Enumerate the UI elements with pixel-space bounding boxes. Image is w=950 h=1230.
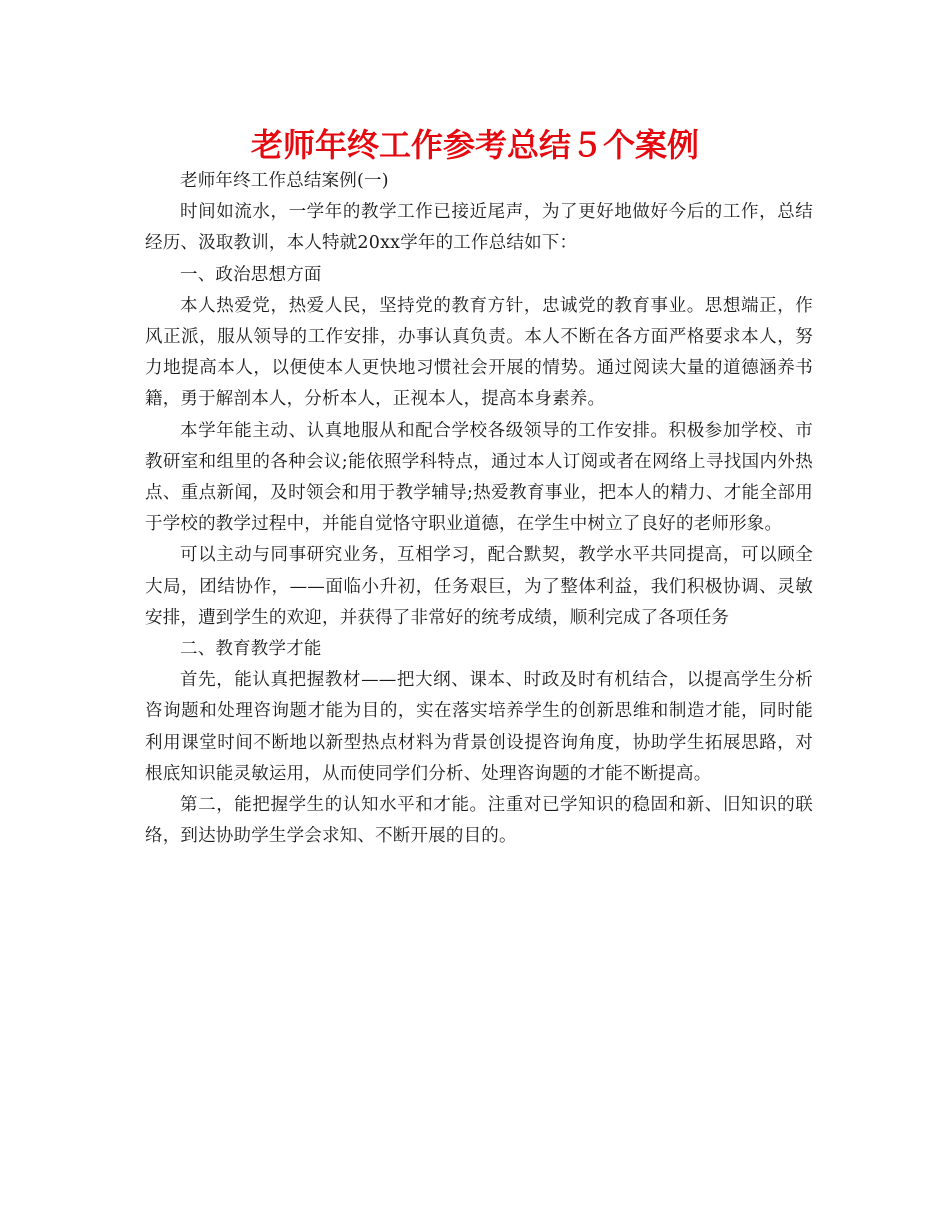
paragraph: 第二，能把握学生的认知水平和才能。注重对已学知识的稳固和新、旧知识的联络，到达协助学生学会求知、不断开展的目的。 xyxy=(145,795,813,847)
paragraph: 可以主动与同事研究业务，互相学习，配合默契，教学水平共同提高，可以顾全大局，团结协作，——面临小升初，任务艰巨，为了整体利益，我们积极协调、灵敏安排，遭到学生的欢迎，并获得了非常好的统考成绩，顺利完成了各项任务 xyxy=(145,545,813,628)
paragraph-intro: 时间如流水，一学年的教学工作已接近尾声，为了更好地做好今后的工作，总结经历、汲取教训，本人特就20xx学年的工作总结如下： xyxy=(145,202,813,254)
paragraph: 本人热爱党，热爱人民，坚持党的教育方针，忠诚党的教育事业。思想端正，作风正派，服从领导的工作安排，办事认真负责。本人不断在各方面严格要求本人，努力地提高本人，以便使本人更快地习惯社会开展的情势。通过阅读大量的道德涵养书籍，勇于解剖本人，分析本人，正视本人，提高本身素养。 xyxy=(145,295,813,410)
document-title: 老师年终工作参考总结５个案例 xyxy=(250,126,699,164)
section-heading-teaching: 二、教育教学才能 xyxy=(180,639,322,660)
paragraph-case-heading: 老师年终工作总结案例(一) xyxy=(180,171,389,191)
paragraph: 首先，能认真把握教材——把大纲、课本、时政及时有机结合，以提高学生分析咨询题和处理咨询题才能为目的，实在落实培养学生的创新思维和制造才能，同时能利用课堂时间不断地以新型热点材料为背景创设提咨询角度，协助学生拓展思路，对根底知识能灵敏运用，从而使同学们分析、处理咨询题的才能不断提高。 xyxy=(145,670,813,784)
document-body xyxy=(145,166,813,852)
section-heading-political: 一、政治思想方面 xyxy=(180,264,322,285)
paragraph: 本学年能主动、认真地服从和配合学校各级领导的工作安排。积极参加学校、市教研室和组里的各种会议;能依照学科特点，通过本人订阅或者在网络上寻找国内外热点、重点新闻，及时领会和用于教学辅导;热爱教育事业，把本人的精力、才能全部用于学校的教学过程中，并能自觉恪守职业道德，在学生中树立了良好的老师形象。 xyxy=(145,420,813,535)
